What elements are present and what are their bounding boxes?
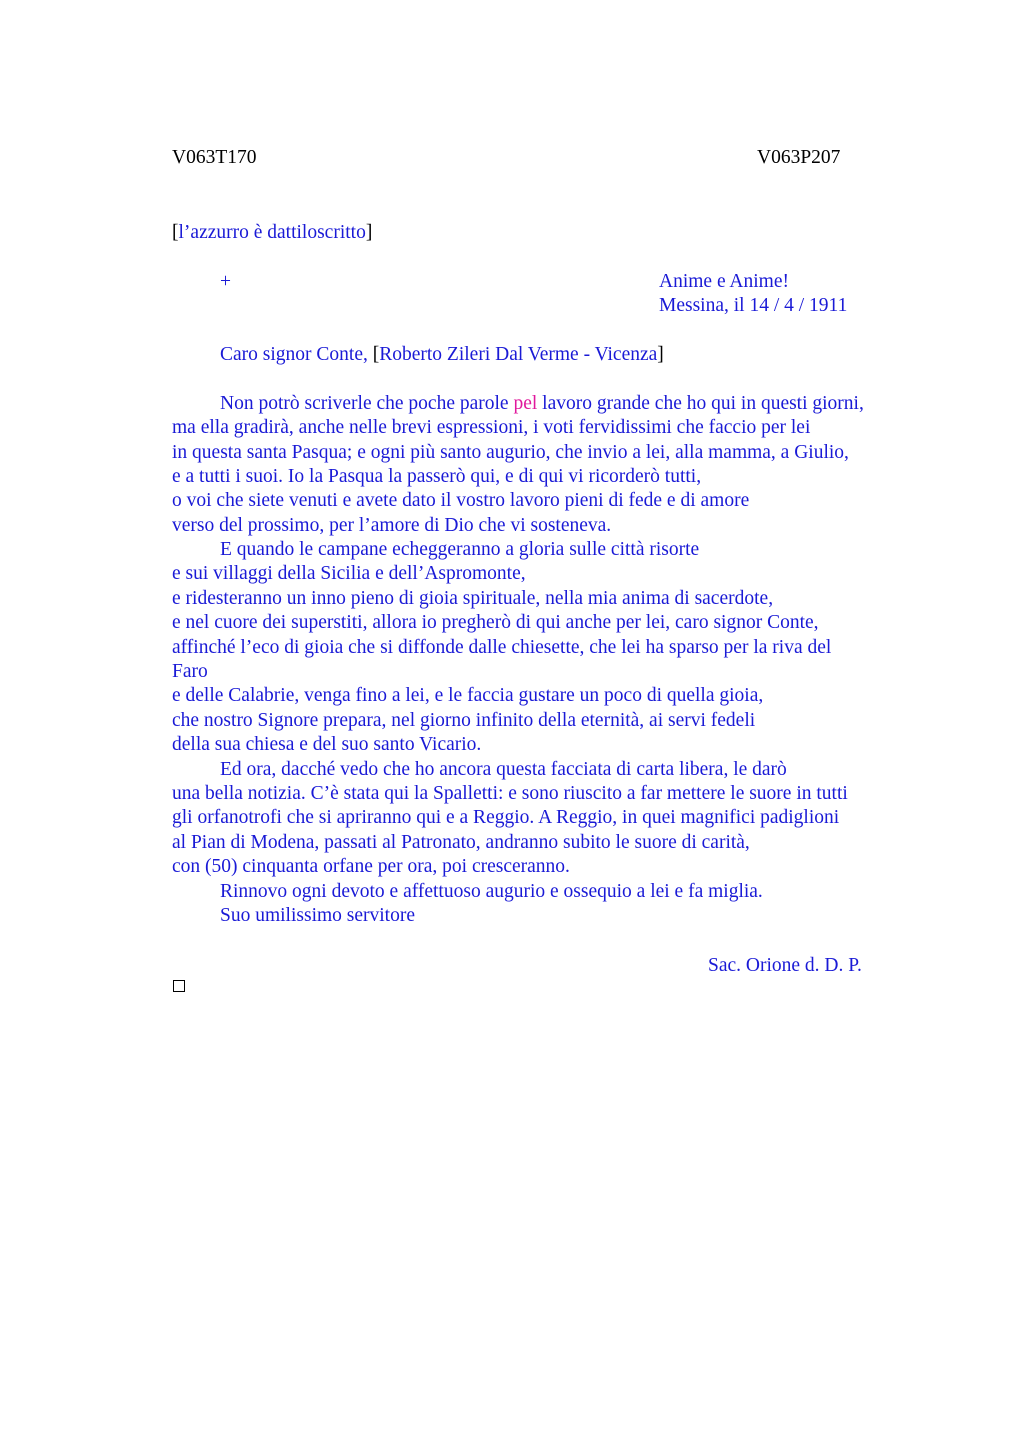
body-line: una bella notizia. C’è stata qui la Spalletti: e sono riuscito a far mettere le suore in tutti xyxy=(172,783,848,804)
body-line: gli orfanotrofi che si apriranno qui e a Reggio. A Reggio, in quei magnifici padiglioni xyxy=(172,807,840,828)
bracket-open: [ xyxy=(372,344,380,365)
body-first-line xyxy=(220,392,864,416)
salutation xyxy=(220,343,664,367)
salutation-text: Caro signor Conte, xyxy=(220,344,373,365)
editorial-note xyxy=(172,221,372,245)
signature: Sac. Orione d. D. P. xyxy=(708,955,862,976)
end-marker-box-icon xyxy=(173,980,185,992)
body-line: Rinnovo ogni devoto e affettuoso augurio e ossequio a lei e fa miglia. xyxy=(220,881,763,902)
document-code-left: V063T170 xyxy=(172,147,257,168)
body-text: Non potrò scriverle che poche parole xyxy=(220,393,514,414)
body-line: con (50) cinquanta orfane per ora, poi cresceranno. xyxy=(172,856,570,877)
body-line: e sui villaggi della Sicilia e dell’Aspromonte, xyxy=(172,563,526,584)
addressee: Roberto Zileri Dal Verme - Vicenza xyxy=(379,344,658,365)
body-line: E quando le campane echeggeranno a gloria sulle città risorte xyxy=(220,539,700,560)
body-line: e ridesteranno un inno pieno di gioia spirituale, nella mia anima di sacerdote, xyxy=(172,588,774,609)
body-line: affinché l’eco di gioia che si diffonde dalle chiesette, che lei ha sparso per la riva del xyxy=(172,637,832,658)
body-line: in questa santa Pasqua; e ogni più santo augurio, che invio a lei, alla mamma, a Giulio, xyxy=(172,442,849,463)
body-line: della sua chiesa e del suo santo Vicario. xyxy=(172,734,482,755)
body-line: Suo umilissimo servitore xyxy=(220,905,415,926)
body-line: al Pian di Modena, passati al Patronato, andranno subito le suore di carità, xyxy=(172,832,750,853)
body-line: e nel cuore dei superstiti, allora io pregherò di qui anche per lei, caro signor Conte, xyxy=(172,612,819,633)
body-line: Faro xyxy=(172,661,208,682)
bracket-open: [ xyxy=(172,222,179,243)
body-line: ma ella gradirà, anche nelle brevi espressioni, i voti fervidissimi che faccio per lei xyxy=(172,417,811,438)
editorial-note-text: l’azzurro è dattiloscritto xyxy=(178,222,366,243)
body-line: e a tutti i suoi. Io la Pasqua la passerò qui, e di qui vi ricorderò tutti, xyxy=(172,466,702,487)
place-date: Messina, il 14 / 4 / 1911 xyxy=(659,295,848,316)
body-line: verso del prossimo, per l’amore di Dio che vi sosteneva. xyxy=(172,515,612,536)
body-line: Ed ora, dacché vedo che ho ancora questa facciata di carta libera, le darò xyxy=(220,759,787,780)
bracket-close: ] xyxy=(365,222,373,243)
motto: Anime e Anime! xyxy=(659,271,789,292)
body-line: e delle Calabrie, venga fino a lei, e le faccia gustare un poco di quella gioia, xyxy=(172,685,764,706)
document-code-right: V063P207 xyxy=(757,147,841,168)
body-line: che nostro Signore prepara, nel giorno infinito della eternità, ai servi fedeli xyxy=(172,710,756,731)
cross-symbol: + xyxy=(220,271,231,292)
body-line: o voi che siete venuti e avete dato il vostro lavoro pieni di fede e di amore xyxy=(172,490,750,511)
body-text: lavoro grande che ho qui in questi giorni, xyxy=(537,393,864,414)
highlighted-word: pel xyxy=(513,393,538,414)
bracket-close: ] xyxy=(657,344,664,365)
